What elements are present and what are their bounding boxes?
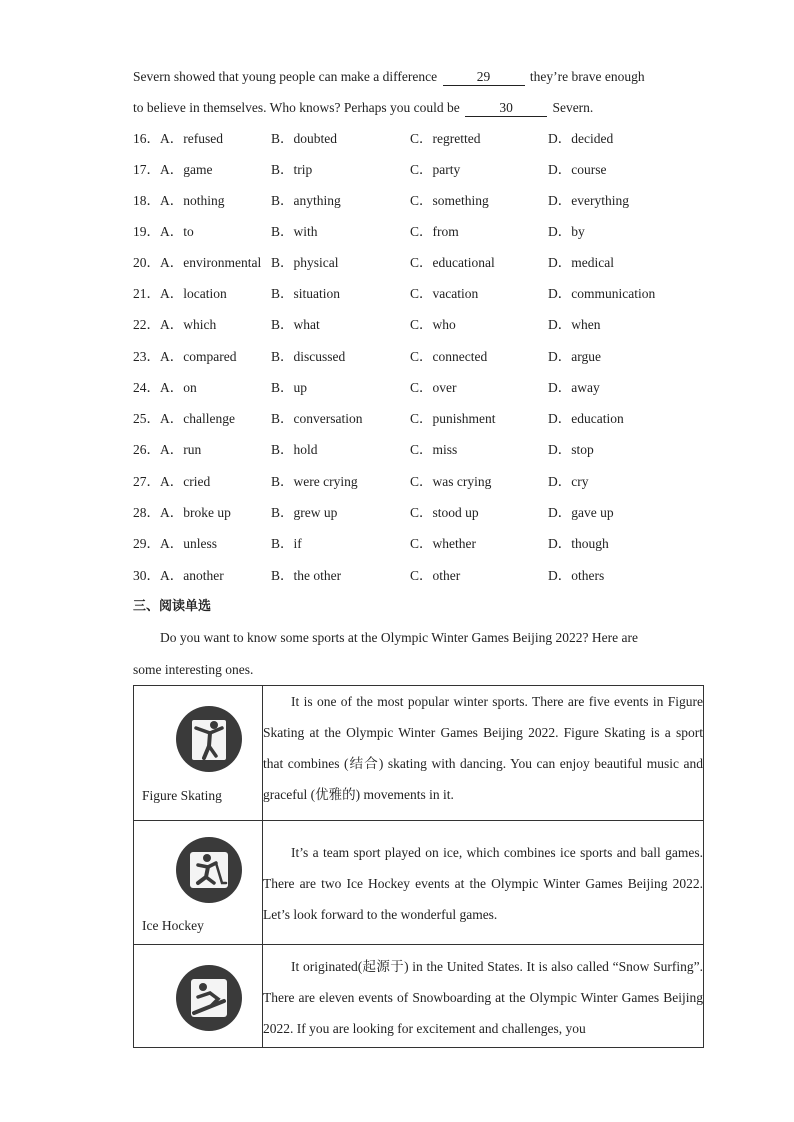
option-d: D．by [548,224,585,239]
option-c: C．was crying [410,474,492,489]
sport-icon-cell [134,945,263,1048]
snowboarding-icon [176,965,242,1031]
option-d: D．education [548,411,624,426]
passage-text: they’re brave enough [529,69,645,84]
question-row [133,566,733,586]
question-number: 27． [133,474,160,489]
option-b: B．if [271,536,302,551]
option-d: D．when [548,317,601,332]
passage-line-30 [133,98,593,118]
passage-text: Severn showed that young people can make a difference [133,69,438,84]
option-a: A．refused [160,131,223,146]
question-number: 22． [133,317,160,332]
option-c: C．regretted [410,131,481,146]
option-d: D．cry [548,474,589,489]
option-a: A．compared [160,349,237,364]
option-b: B．physical [271,255,339,270]
sport-icon-cell [134,821,263,945]
sport-description [263,821,704,945]
option-c: C．something [410,193,489,208]
option-d: D．stop [548,442,594,457]
option-a: A．challenge [160,411,235,426]
option-a: A．to [160,224,194,239]
option-a: A．another [160,568,224,583]
table-row [134,821,704,945]
question-row [133,534,733,554]
sport-description-text: It originated(起源于) in the United States. It is also called “Snow Surfing”. There are eleven events of Snowboarding at the Olympic Winter Games Beijing 2022. If you are looking for excitement and challenges, you [263,959,703,1036]
question-number: 28． [133,505,160,520]
option-c: C．who [410,317,456,332]
option-b: B．situation [271,286,341,301]
figure-skating-icon [176,706,242,772]
option-b: B．what [271,317,320,332]
question-row [133,440,733,460]
section-title: 三、阅读单选 [133,599,212,614]
question-number: 21． [133,286,160,301]
option-d: D．medical [548,255,614,270]
option-b: B．the other [271,568,342,583]
option-a: A．nothing [160,193,225,208]
sports-table [133,685,704,1048]
question-number: 30． [133,568,160,583]
question-row [133,222,733,242]
option-b: B．grew up [271,505,338,520]
option-a: A．broke up [160,505,231,520]
sport-name: Figure Skating [142,788,222,803]
option-b: B．anything [271,193,341,208]
option-c: C．vacation [410,286,479,301]
option-d: D．others [548,568,605,583]
question-number: 26． [133,442,160,457]
question-row [133,253,733,273]
option-b: B．were crying [271,474,358,489]
option-a: A．location [160,286,227,301]
question-number: 17． [133,162,160,177]
question-row [133,129,733,149]
question-row [133,160,733,180]
option-d: D．gave up [548,505,614,520]
sport-description [263,686,704,821]
question-row [133,409,733,429]
passage-text: Severn. [552,100,594,115]
option-c: C．party [410,162,461,177]
question-number: 29． [133,536,160,551]
question-number: 23． [133,349,160,364]
blank-30: 30 [465,100,547,117]
option-a: A．on [160,380,197,395]
option-c: C．punishment [410,411,496,426]
option-a: A．run [160,442,202,457]
option-b: B．doubted [271,131,337,146]
sport-icon-cell [134,686,263,821]
option-a: A．cried [160,474,211,489]
option-d: D．argue [548,349,601,364]
option-c: C．educational [410,255,495,270]
question-row [133,315,733,335]
option-a: A．environmental [160,255,262,270]
option-d: D．though [548,536,609,551]
question-row [133,347,733,367]
option-b: B．conversation [271,411,363,426]
question-number: 18． [133,193,160,208]
ice-hockey-icon [176,837,242,903]
sport-description [263,945,704,1048]
passage-line-29 [133,67,645,87]
section-intro-line: some interesting ones. [133,662,254,677]
table-row [134,945,704,1048]
sport-description-text: It’s a team sport played on ice, which combines ice sports and ball games. There are two Ice Hockey events at the Olympic Winter Games Beijing 2022. Let’s look forward to the wonderful games. [263,845,703,922]
option-d: D．away [548,380,600,395]
table-row [134,686,704,821]
sport-description-text: It is one of the most popular winter sports. There are five events in Figure Skating at the Olympic Winter Games Beijing 2022. Figure Skating is a sport that combines (结合) skating with dancing. You can enjoy beautiful music and graceful (优雅的) movements in it. [263,694,703,802]
option-d: D．communication [548,286,656,301]
question-row [133,284,733,304]
option-b: B．up [271,380,308,395]
question-number: 25． [133,411,160,426]
option-c: C．from [410,224,459,239]
option-a: A．unless [160,536,217,551]
option-c: C．other [410,568,461,583]
option-c: C．whether [410,536,476,551]
sport-name: Ice Hockey [142,918,204,933]
question-row [133,472,733,492]
question-number: 20． [133,255,160,270]
question-row [133,378,733,398]
option-c: C．connected [410,349,488,364]
option-c: C．stood up [410,505,479,520]
option-a: A．which [160,317,217,332]
option-b: B．with [271,224,318,239]
option-d: D．everything [548,193,629,208]
option-a: A．game [160,162,213,177]
option-c: C．miss [410,442,458,457]
section-intro-line: Do you want to know some sports at the Olympic Winter Games Beijing 2022? Here are [160,630,638,645]
question-row [133,191,733,211]
question-number: 24． [133,380,160,395]
question-number: 16． [133,131,160,146]
option-b: B．discussed [271,349,346,364]
option-c: C．over [410,380,457,395]
option-d: D．course [548,162,607,177]
option-d: D．decided [548,131,614,146]
passage-text: to believe in themselves. Who knows? Perhaps you could be [133,100,460,115]
question-number: 19． [133,224,160,239]
question-row [133,503,733,523]
blank-29: 29 [443,69,525,86]
option-b: B．trip [271,162,313,177]
option-b: B．hold [271,442,318,457]
